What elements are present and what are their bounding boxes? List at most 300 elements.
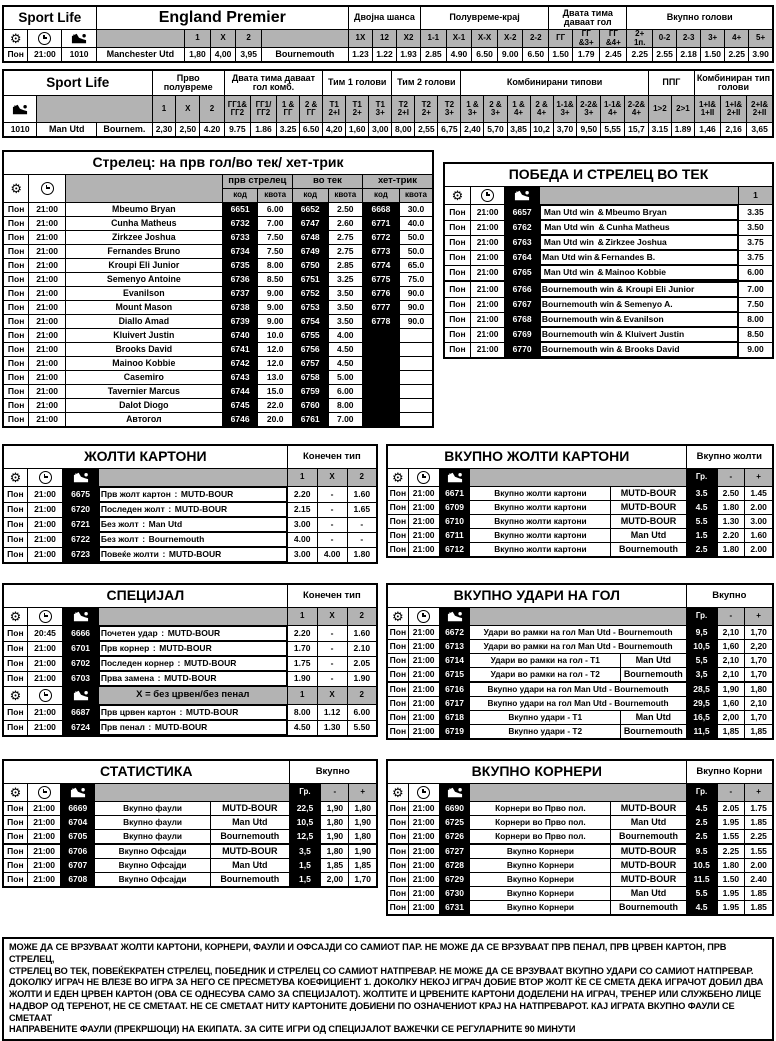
bet-code: 6718	[439, 711, 470, 725]
market-group-header: Тим 1 голови	[323, 70, 392, 96]
bet-row	[3, 517, 377, 532]
statistics-group-header: Вкупно	[289, 760, 377, 784]
gear-icon-cell	[3, 784, 27, 802]
total-bet-row	[3, 802, 377, 816]
team-name: MUTD-BOUR	[611, 515, 686, 529]
football-boot-icon	[447, 787, 463, 798]
win-scorer-row	[444, 312, 773, 327]
under-odds: 2.20	[717, 529, 745, 543]
football-boot-icon	[447, 611, 463, 622]
kickoff-day: Пон	[444, 205, 470, 221]
odds-value: 1,46	[694, 123, 720, 138]
hattrick-odds	[399, 385, 433, 399]
hattrick-odds: 75.0	[399, 273, 433, 287]
total-bet-row	[3, 830, 377, 845]
team-name: Bournemouth	[211, 873, 290, 888]
kickoff-day: Пон	[444, 235, 470, 250]
total-bet-row	[387, 515, 773, 529]
odds-1: 8.00	[287, 705, 317, 721]
first-scorer-code: 6733	[222, 231, 258, 245]
final-type-header: Конечен тип	[287, 584, 377, 608]
odds-value: 1.89	[671, 123, 694, 138]
odds-1: 2.20	[287, 487, 317, 503]
total-bet-row	[3, 873, 377, 888]
line-value: 2.5	[686, 830, 717, 845]
kickoff-day: Пон	[3, 203, 29, 217]
main-match-odds-table	[2, 5, 774, 63]
market-col-header: 2-2& 4+	[625, 96, 649, 123]
kickoff-day: Пон	[3, 816, 27, 830]
kickoff-time: 21:00	[27, 502, 63, 517]
bet-code: 6690	[439, 802, 470, 816]
win-scorer-row	[444, 342, 773, 358]
football-boot-icon	[71, 33, 87, 44]
first-scorer-odds: 9.00	[258, 301, 292, 315]
scorer-row	[3, 343, 433, 357]
kickoff-day: Пон	[3, 532, 27, 547]
market-col-header: 1-1& 4+	[601, 96, 625, 123]
under-odds: 1.80	[717, 859, 745, 873]
market-col-header: Т1 2+I	[323, 96, 346, 123]
total-bet-row	[387, 802, 773, 816]
under-odds: 2.50	[717, 487, 745, 501]
bet-code: 6765	[505, 265, 540, 281]
totals-value: 3.90	[749, 48, 773, 63]
hattrick-odds	[399, 343, 433, 357]
kickoff-time: 21:00	[470, 205, 505, 221]
hattrick-code: 6777	[362, 301, 399, 315]
bet-code: 6671	[439, 487, 470, 501]
bet-name: Корнери во Прво пол.	[470, 830, 611, 845]
player-name: Kroupi Eli Junior	[65, 259, 222, 273]
bet-cell	[99, 656, 287, 671]
clock-icon	[38, 786, 51, 799]
kickoff-day: Пон	[3, 502, 27, 517]
odds-value: 3,85	[507, 123, 530, 138]
kickoff-time: 21:00	[408, 654, 439, 668]
bet-cell	[540, 250, 738, 265]
player-name: Fernandes Bruno	[65, 245, 222, 259]
boot-icon-cell	[3, 96, 37, 123]
odds-header: квота	[328, 189, 362, 203]
market-col-header: 1 & ГГ	[277, 96, 300, 123]
clock-icon	[39, 471, 52, 484]
team-name: MUTD-BOUR	[211, 844, 290, 859]
col-header: 1	[287, 469, 317, 487]
gear-icon: ⚙	[9, 785, 22, 800]
over-odds: 1,70	[745, 711, 773, 725]
kickoff-day: Пон	[3, 487, 27, 503]
kickoff-day: Пон	[387, 487, 408, 501]
kickoff-day: Пон	[3, 626, 27, 642]
separator: :	[142, 518, 146, 529]
anytime-scorer-code: 6652	[292, 203, 328, 217]
total-bet-row	[3, 844, 377, 859]
bet-code: 6704	[61, 816, 95, 830]
odds-1: 4.00	[287, 532, 317, 547]
bet-code: 6714	[439, 654, 470, 668]
odds-header: квота	[258, 189, 292, 203]
totals-header: 2-3	[677, 30, 701, 48]
boot-icon-cell	[439, 608, 470, 626]
scorer-row	[3, 371, 433, 385]
kickoff-day: Пон	[3, 371, 29, 385]
kickoff-day: Пон	[387, 802, 408, 816]
under-odds: 1,90	[717, 682, 745, 697]
bet-name: Вкупно Корнери	[470, 873, 611, 887]
team-name: Man Utd	[621, 654, 687, 668]
kickoff-day: Пон	[3, 859, 27, 873]
team-name: MUTD-BOUR	[611, 802, 686, 816]
bet-name: Прв корнер	[100, 642, 150, 653]
over-header: +	[349, 784, 377, 802]
bet-code: 6723	[63, 547, 99, 563]
odds-2: 1.65	[347, 502, 377, 517]
win-scorer-row	[444, 235, 773, 250]
first-scorer-code: 6743	[222, 371, 258, 385]
gear-icon-cell	[3, 608, 27, 626]
anytime-scorer-odds: 3.50	[328, 315, 362, 329]
bet-code: 6767	[505, 297, 540, 312]
htft-value: 6.50	[472, 48, 498, 63]
yellow-cards-title: ЖОЛТИ КАРТОНИ	[3, 445, 287, 469]
bet-code: 6726	[439, 830, 470, 845]
hattrick-odds	[399, 413, 433, 428]
gear-icon: ⚙	[10, 181, 22, 196]
hattrick-odds: 90.0	[399, 301, 433, 315]
team-result: Bournemouth win	[541, 343, 615, 354]
bet-code: 6717	[439, 697, 470, 711]
anytime-scorer-code: 6761	[292, 413, 328, 428]
anytime-scorer-code: 6750	[292, 259, 328, 273]
match-odds-header: 1	[185, 30, 211, 48]
line-value: 2.5	[686, 816, 717, 830]
clock-icon	[39, 689, 52, 702]
scorer-row	[3, 329, 433, 343]
first-scorer-odds: 13.0	[258, 371, 292, 385]
kickoff-time: 21:00	[27, 671, 63, 687]
first-scorer-code: 6735	[222, 259, 258, 273]
boot-icon-cell	[63, 687, 99, 705]
under-odds: 2,00	[321, 873, 349, 888]
kickoff-day: Пон	[444, 250, 470, 265]
over-odds: 2.40	[745, 873, 773, 887]
market-col-header: X	[176, 96, 200, 123]
kickoff-time: 21:00	[29, 371, 66, 385]
bet-cell	[540, 235, 738, 250]
rules-line: НАДВОР ОД ТЕРЕНОТ, НЕ СЕ СМЕТААТ. НЕ СЕ СМЕТААТ НИТУ КАРТОНИТЕ ДОБИЕНИ ПО ОЗНАЧЕНИОТ КРАЈ НА НАТПРЕВАРОТ. КАЈ ИГРАТА ВКУПНО ФАУЛИ СЕ СМЕТААТ	[9, 1000, 735, 1023]
player-name: Cunha Matheus	[606, 221, 670, 232]
odds-x: -	[317, 532, 347, 547]
total-yellow-cards-table	[386, 444, 774, 558]
bet-name: Удари во рамки на гол Man Utd - Bournemouth	[470, 626, 686, 640]
line-value: 4.5	[686, 802, 717, 816]
match-odds-header: 2	[236, 30, 262, 48]
under-odds: 1.95	[717, 901, 745, 916]
kickoff-time: 21:00	[408, 859, 439, 873]
bet-code: 6706	[61, 844, 95, 859]
bet-name: Прв пенал	[100, 721, 145, 732]
htft-header: 1-1	[421, 30, 447, 48]
gear-icon: ⚙	[9, 31, 22, 46]
gear-icon: ⚙	[392, 470, 404, 485]
kickoff-time: 21:00	[27, 802, 61, 816]
market-double-chance-header: Двојна шанса	[348, 6, 420, 30]
under-odds: 1,90	[321, 802, 349, 816]
bet-code: 6708	[61, 873, 95, 888]
team-name: Bournemouth	[621, 668, 687, 683]
under-odds: 1.55	[717, 830, 745, 845]
kickoff-time: 21:00	[29, 343, 66, 357]
market-col-header: Т1 2+	[346, 96, 369, 123]
player-name: Kluivert Justin	[65, 329, 222, 343]
bet-name: Вкупно удари - Т1	[470, 711, 621, 725]
totals-header: 3+	[701, 30, 725, 48]
team-name: MUTD-BOUR	[180, 488, 234, 499]
team-name: Man Utd	[611, 529, 686, 543]
bet-name: Вкупно жолти картони	[470, 501, 611, 515]
over-odds: 1,70	[745, 668, 773, 683]
btts-header: ГГ &3+	[573, 30, 600, 48]
bet-code: 6719	[439, 725, 470, 740]
rules-line: СТРЕЛЕЦ ВО ТЕК, ПОВЕЌЕКРАТЕН СТРЕЛЕЦ, ПОБЕДНИК И СТРЕЛЕЦ СО САМИОТ НАТПРЕВАР. НЕ МОЖЕ ДА СЕ ВРЗУВААТ ВКУПНО УДАРИ СО САМИОТ НАТПРЕВАР.	[9, 965, 754, 976]
first-scorer-odds: 12.0	[258, 343, 292, 357]
clock-icon	[41, 182, 54, 195]
match-odds-value: 1,80	[185, 48, 211, 63]
brand-logo: Sport Life	[3, 70, 152, 96]
line-header: Гр.	[686, 608, 717, 626]
under-header: -	[321, 784, 349, 802]
bet-name: Корнери во Прво пол.	[470, 816, 611, 830]
code-header: код	[362, 189, 399, 203]
line-value: 10.5	[686, 859, 717, 873]
hattrick-odds	[399, 399, 433, 413]
bet-cell	[99, 671, 287, 686]
over-odds: 2,10	[745, 697, 773, 711]
kickoff-day: Пон	[3, 517, 27, 532]
bet-code: 6721	[63, 517, 99, 532]
total-bet-row	[387, 830, 773, 845]
code-header: код	[222, 189, 258, 203]
kickoff-day: Пон	[3, 343, 29, 357]
anytime-scorer-odds: 5.00	[328, 371, 362, 385]
bet-name: Вкупно удари на гол Man Utd - Bournemouth	[470, 682, 686, 697]
scorer-row	[3, 203, 433, 217]
bet-name: Последен жолт	[100, 503, 165, 514]
kickoff-day: Пон	[3, 641, 27, 656]
hattrick-odds: 65.0	[399, 259, 433, 273]
totals-value: 2.55	[653, 48, 677, 63]
line-value: 11,5	[686, 725, 717, 740]
player-name: Cunha Matheus	[65, 217, 222, 231]
clock-icon-cell	[27, 469, 63, 487]
market-col-header: 1-1& 3+	[553, 96, 577, 123]
kickoff-time: 20:45	[27, 626, 63, 642]
ampersand: &	[598, 221, 605, 232]
htft-value: 2.85	[421, 48, 447, 63]
total-bet-row	[387, 543, 773, 558]
kickoff-day: Пон	[387, 654, 408, 668]
bet-name: Вкупно жолти картони	[470, 543, 611, 558]
kickoff-day: Пон	[387, 887, 408, 901]
under-odds: 1.80	[717, 501, 745, 515]
anytime-scorer-odds: 6.00	[328, 385, 362, 399]
col-header: 2	[347, 608, 377, 626]
total-bet-row	[387, 682, 773, 697]
bet-name: Прв жолт картон	[100, 488, 171, 499]
bet-code: 6728	[439, 859, 470, 873]
kickoff-time: 21:00	[29, 231, 66, 245]
football-boot-icon	[12, 104, 28, 115]
team-name: MUTD-BOUR	[185, 706, 239, 717]
market-col-header: Т1 3+	[369, 96, 392, 123]
under-odds: 2.25	[717, 844, 745, 859]
line-header: Гр.	[289, 784, 321, 802]
bet-code: 6769	[505, 327, 540, 342]
total-bet-row	[387, 529, 773, 543]
bet-row	[3, 671, 377, 687]
bet-name: Вкупно удари на гол Man Utd - Bournemouth	[470, 697, 686, 711]
bet-code: 6724	[63, 720, 99, 736]
kickoff-day: Пон	[387, 816, 408, 830]
under-odds: 1,90	[321, 830, 349, 845]
line-value: 5.5	[686, 887, 717, 901]
bet-cell	[99, 641, 287, 656]
bet-code: 6715	[439, 668, 470, 683]
gear-icon: ⚙	[9, 470, 22, 485]
scorer-row	[3, 217, 433, 231]
bet-name: Вкупно фаули	[95, 830, 211, 845]
under-odds: 1,60	[717, 697, 745, 711]
odds-value: 1,60	[346, 123, 369, 138]
kickoff-time: 21:00	[29, 399, 66, 413]
scorer-row	[3, 357, 433, 371]
team-name: MUTD-BOUR	[174, 503, 228, 514]
htft-value: 9.00	[497, 48, 523, 63]
hattrick-code	[362, 343, 399, 357]
final-type-header: Конечен тип	[287, 445, 377, 469]
win-and-scorer-title: ПОБЕДА И СТРЕЛЕЦ ВО ТЕК	[444, 163, 773, 187]
odds-1: 2.15	[287, 502, 317, 517]
gear-icon: ⚙	[9, 609, 22, 624]
over-header: +	[745, 784, 773, 802]
odds-x: -	[317, 671, 347, 687]
total-bet-row	[387, 873, 773, 887]
bet-row	[3, 705, 377, 721]
hattrick-code	[362, 413, 399, 428]
special-table	[2, 583, 378, 737]
market-col-header: 1 & 4+	[507, 96, 530, 123]
spacer	[95, 784, 289, 802]
scorer-row	[3, 301, 433, 315]
htft-value: 4.90	[446, 48, 472, 63]
goalscorer-title: Стрелец: на прв гол/во тек/ хет-трик	[3, 151, 433, 175]
total-corners-title: ВКУПНО КОРНЕРИ	[387, 760, 686, 784]
totals-value: 2.25	[627, 48, 653, 63]
kickoff-time: 21:00	[408, 697, 439, 711]
btts-value: 1.79	[573, 48, 600, 63]
odds-1: 3.00	[287, 517, 317, 532]
kickoff-time: 21:00	[408, 668, 439, 683]
scorer-row	[3, 245, 433, 259]
market-col-header: 2-2& 3+	[577, 96, 601, 123]
match-odds-header: X	[210, 30, 236, 48]
btts-header: ГГ	[549, 30, 573, 48]
scorer-row	[3, 273, 433, 287]
over-odds: 1.45	[745, 487, 773, 501]
col-header: 1	[287, 687, 317, 705]
hattrick-odds: 50.0	[399, 231, 433, 245]
anytime-scorer-odds: 8.00	[328, 399, 362, 413]
odds-2: 5.50	[347, 720, 377, 736]
kickoff-time: 21:00	[408, 873, 439, 887]
player-name: Zirkzee Joshua	[605, 236, 667, 247]
team-name: Man Utd	[611, 816, 686, 830]
bet-code: 6730	[439, 887, 470, 901]
bet-code: 6768	[505, 312, 540, 327]
bet-name: Вкупно Корнери	[470, 859, 611, 873]
anytime-scorer-code: 6757	[292, 357, 328, 371]
over-odds: 1.60	[745, 529, 773, 543]
kickoff-time: 21:00	[27, 656, 63, 671]
hattrick-code	[362, 399, 399, 413]
bet-code: 6725	[439, 816, 470, 830]
spacer	[98, 469, 287, 487]
kickoff-day: Пон	[3, 656, 27, 671]
under-odds: 1,85	[717, 725, 745, 740]
spacer	[470, 469, 686, 487]
total-yellow-title: ВКУПНО ЖОЛТИ КАРТОНИ	[387, 445, 686, 469]
over-odds: 1,70	[745, 626, 773, 640]
under-odds: 2,10	[717, 668, 745, 683]
team-name: Man Utd	[621, 711, 687, 725]
odds-1: 1.70	[287, 641, 317, 656]
bet-cell	[99, 487, 287, 502]
kickoff-day: Пон	[444, 281, 470, 297]
kickoff-day: Пон	[3, 287, 29, 301]
scorer-row	[3, 315, 433, 329]
bet-code: 6770	[505, 342, 540, 358]
totals-value: 2.18	[677, 48, 701, 63]
gear-icon: ⚙	[9, 688, 22, 703]
total-bet-row	[387, 901, 773, 916]
anytime-scorer-odds: 3.25	[328, 273, 362, 287]
bet-cell	[540, 297, 738, 312]
kickoff-day: Пон	[387, 543, 408, 558]
clock-icon	[417, 786, 430, 799]
player-name: Brooks David	[65, 343, 222, 357]
bet-row	[3, 547, 377, 563]
anytime-scorer-odds: 7.00	[328, 413, 362, 428]
kickoff-time: 21:00	[27, 816, 61, 830]
gear-icon-cell	[3, 687, 27, 705]
over-header: +	[745, 608, 773, 626]
htft-header: X-2	[497, 30, 523, 48]
col-header: X	[317, 469, 347, 487]
anytime-scorer-code: 6758	[292, 371, 328, 385]
spacer	[37, 96, 152, 123]
under-odds: 1.30	[717, 515, 745, 529]
hattrick-code	[362, 329, 399, 343]
kickoff-time: 21:00	[27, 547, 63, 563]
kickoff-day: Пон	[387, 529, 408, 543]
kickoff-time: 21:00	[29, 315, 66, 329]
home-team: Man Utd	[37, 123, 97, 138]
kickoff-time: 21:00	[408, 711, 439, 725]
btts-header: ГГ &4+	[600, 30, 627, 48]
odds-value: 8,00	[392, 123, 415, 138]
kickoff-day: Пон	[387, 501, 408, 515]
